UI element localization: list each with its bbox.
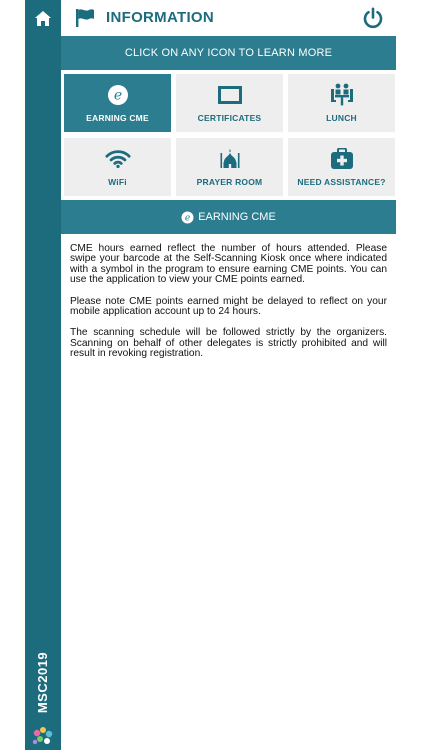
content-panel: [61, 234, 396, 750]
svg-text:e: e: [185, 213, 191, 223]
home-button[interactable]: [25, 0, 61, 36]
info-tile-grid: [61, 70, 396, 200]
instruction-banner: [61, 36, 396, 70]
tile-prayer-room[interactable]: [176, 138, 283, 196]
tile-label: WiFi: [108, 177, 127, 187]
tile-label: EARNING CME: [86, 113, 149, 123]
tile-need-assistance[interactable]: [288, 138, 395, 196]
event-logo-icon: [31, 725, 55, 747]
certificate-frame-icon: [217, 83, 243, 107]
tile-earning-cme[interactable]: [64, 74, 171, 132]
tile-label: CERTIFICATES: [197, 113, 262, 123]
tile-label: LUNCH: [326, 113, 357, 123]
section-header: [61, 200, 396, 234]
power-icon[interactable]: [362, 7, 384, 29]
tile-certificates[interactable]: [176, 74, 283, 132]
app-header: [61, 0, 396, 36]
wifi-icon: [105, 147, 131, 171]
content-paragraph: The scanning schedule will be followed strictly by the organizers. Scanning on behalf of other delegates is strictly prohibited and will result in revoking registration.: [70, 327, 387, 360]
page-title: INFORMATION: [106, 9, 215, 26]
instruction-text: CLICK ON ANY ICON TO LEARN MORE: [124, 47, 333, 59]
home-icon: [35, 11, 51, 26]
mosque-icon: [217, 147, 243, 171]
dining-table-icon: [329, 83, 355, 107]
sidebar: [25, 0, 61, 750]
medical-kit-icon: [329, 147, 355, 171]
section-title: EARNING CME: [198, 211, 276, 223]
tile-label: NEED ASSISTANCE?: [297, 177, 386, 187]
tile-label: PRAYER ROOM: [196, 177, 263, 187]
flag-icon: [75, 8, 95, 28]
cme-e-icon: [181, 211, 194, 224]
tile-wifi[interactable]: [64, 138, 171, 196]
cme-e-icon: [105, 83, 131, 107]
event-name-label: [27, 650, 59, 714]
svg-text:e: e: [113, 87, 122, 104]
content-paragraph: Please note CME points earned might be delayed to reflect on your mobile application account up to 24 hours.: [70, 295, 387, 318]
content-paragraph: CME hours earned reflect the number of hours attended. Please swipe your barcode at the Self-Scanning Kiosk once where indicated with a symbol in the program to ensure earning CME points. You can use the application to view your CME points earned.: [70, 243, 387, 286]
event-name-text: MSC2019: [35, 651, 51, 713]
tile-lunch[interactable]: [288, 74, 395, 132]
